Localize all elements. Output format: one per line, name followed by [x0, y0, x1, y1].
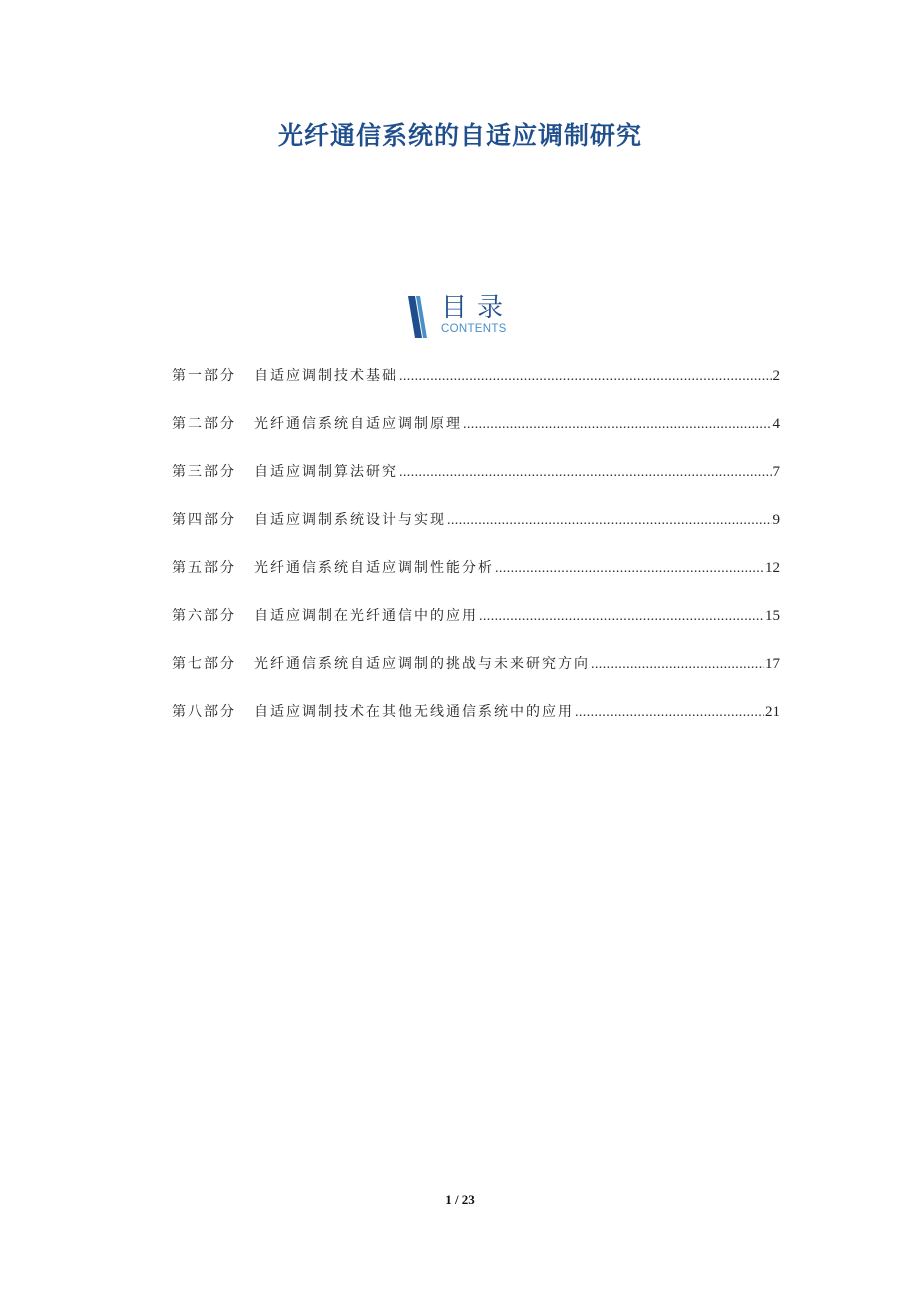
document-title: 光纤通信系统的自适应调制研究	[277, 121, 642, 150]
toc-entry-part: 第六部分	[172, 608, 236, 624]
toc-entry-page: 15	[765, 608, 780, 624]
book-spine-icon	[406, 296, 430, 338]
toc-dot-leader	[399, 465, 772, 481]
toc-entry-title: 光纤通信系统自适应调制原理	[254, 416, 462, 432]
toc-entry[interactable]	[172, 413, 780, 437]
toc-dot-leader	[479, 609, 764, 625]
toc-entry-page: 4	[772, 416, 780, 432]
toc-entry-part: 第四部分	[172, 512, 236, 528]
toc-entry-title: 光纤通信系统自适应调制性能分析	[254, 560, 494, 576]
toc-entry-part: 第二部分	[172, 416, 236, 432]
toc-entry-title: 自适应调制算法研究	[254, 464, 398, 480]
toc-entry-part: 第一部分	[172, 368, 236, 384]
toc-entry-page: 21	[765, 704, 780, 720]
toc-heading: 目录	[441, 293, 514, 323]
toc-entry[interactable]	[172, 365, 780, 389]
toc-dot-leader	[399, 369, 772, 385]
toc-entry[interactable]	[172, 653, 780, 677]
toc-entry[interactable]	[172, 557, 780, 581]
toc-entry[interactable]	[172, 509, 780, 533]
toc-entry-page: 2	[772, 368, 780, 384]
table-of-contents	[172, 365, 780, 749]
toc-dot-leader	[463, 417, 772, 433]
toc-entry-part: 第三部分	[172, 464, 236, 480]
toc-entry-title: 自适应调制技术在其他无线通信系统中的应用	[254, 704, 574, 720]
toc-entry-page: 12	[765, 560, 780, 576]
toc-entry-page: 17	[765, 656, 780, 672]
toc-entry-page: 9	[772, 512, 780, 528]
toc-entry-part: 第七部分	[172, 656, 236, 672]
toc-entry-page: 7	[772, 464, 780, 480]
toc-entry-title: 自适应调制系统设计与实现	[254, 512, 446, 528]
toc-dot-leader	[495, 561, 764, 577]
toc-dot-leader	[575, 705, 764, 721]
toc-subheading: CONTENTS	[441, 323, 507, 335]
toc-entry-title: 光纤通信系统自适应调制的挑战与未来研究方向	[254, 656, 590, 672]
toc-entry-part: 第五部分	[172, 560, 236, 576]
toc-entry-title: 自适应调制在光纤通信中的应用	[254, 608, 478, 624]
toc-entry-title: 自适应调制技术基础	[254, 368, 398, 384]
toc-entry[interactable]	[172, 701, 780, 725]
toc-header	[406, 292, 526, 342]
page-number: 1 / 23	[445, 1192, 475, 1207]
toc-dot-leader	[447, 513, 772, 529]
toc-entry-part: 第八部分	[172, 704, 236, 720]
toc-entry[interactable]	[172, 461, 780, 485]
toc-entry[interactable]	[172, 605, 780, 629]
toc-dot-leader	[591, 657, 764, 673]
